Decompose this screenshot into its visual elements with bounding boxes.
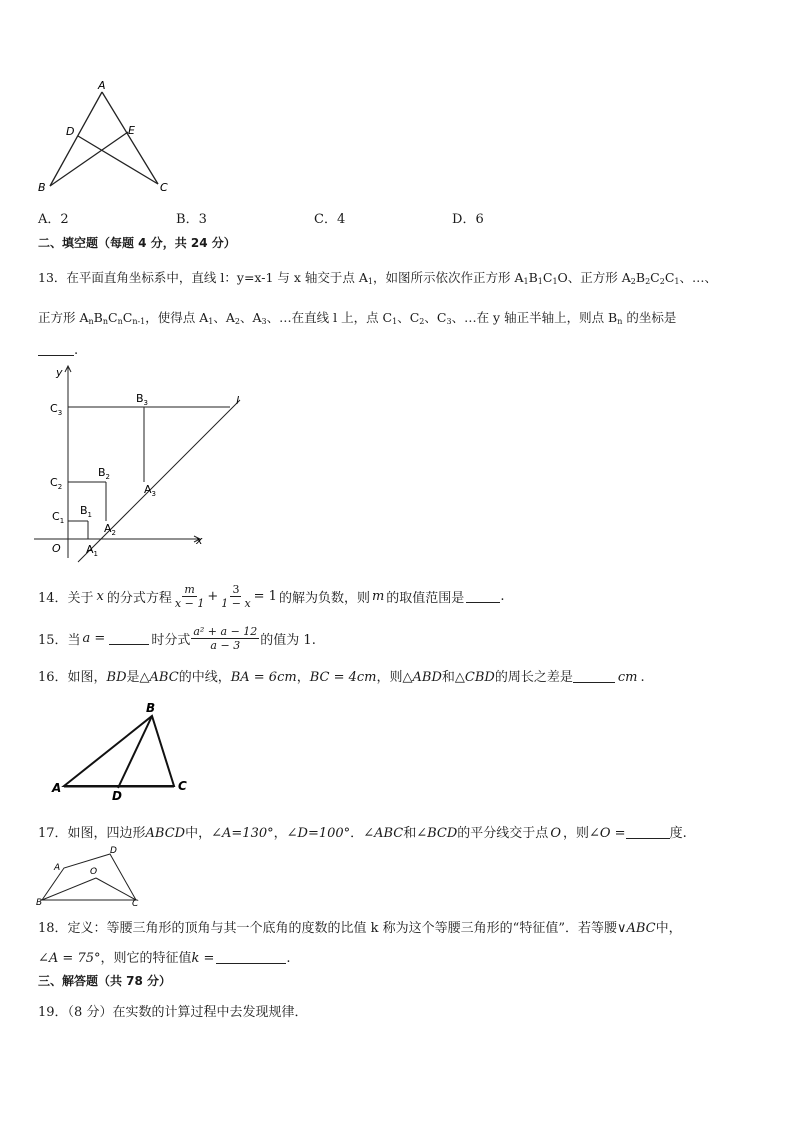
point-B2-label: $B_2$ [98, 466, 111, 481]
point-C1-label: $C_1$ [52, 510, 65, 525]
point-C2-label: $C_2$ [50, 476, 63, 491]
vertex-C-label: C [178, 779, 187, 793]
q13-line-1: 13．在平面直角坐标系中，直线 l：y=x-1 与 x 轴交于点 $A_1$，如图所示依次作正方形 $A_1B_1C_1O$、正方形 $A_2B_2C_2C_1$、…、 [38, 270, 718, 286]
figure-q16-triangle [50, 700, 200, 804]
point-A1-label: $A_1$ [86, 543, 98, 558]
vertex-A-label: A [54, 863, 61, 873]
q14-fraction-2: $\frac{3}{1 - x}$ [221, 582, 251, 610]
axis-x-label: x [196, 534, 203, 547]
q18-line-2: ∠A = 75°，则它的特征值k = . [38, 951, 291, 966]
vertex-A-label: A [98, 79, 106, 92]
vertex-D-label: D [110, 846, 117, 856]
option-b[interactable]: B．3 [176, 212, 207, 227]
vertex-D-label: D [66, 125, 75, 138]
point-O-label: O [90, 867, 98, 877]
option-d[interactable]: D．6 [452, 212, 484, 227]
figure-q17-quadrilateral [34, 842, 146, 908]
q13-line-2: 正方形 $A_nB_nC_nC_{n-1}$，使得点 $A_1$、$A_2$、$A_3$、…在直线 l 上，点 $C_1$、$C_2$、$C_3$、…在 y 轴正半轴上，则点 $B_n$ 的坐标是 [38, 310, 677, 326]
section-2-title: 二、填空题（每题 4 分，共 24 分） [38, 236, 236, 250]
q18-line-1: 18．定义：等腰三角形的顶角与其一个底角的度数的比值 k 称为这个等腰三角形的“特征值”．若等腰∨ABC中， [38, 921, 682, 936]
q14: 14．关于 x 的分式方程 $\frac{m}{x - 1}$ + $\frac{3}{1 - x}$ = 1 的解为负数，则 m 的取值范围是 . [38, 582, 505, 610]
q14-fraction-1: $\frac{m}{x - 1}$ [174, 582, 205, 610]
vertex-B-label: B [146, 701, 156, 715]
vertex-C-label: C [132, 899, 139, 908]
vertex-D-label: D [112, 789, 122, 803]
vertex-C-label: C [160, 181, 168, 194]
axis-y-label: y [56, 366, 63, 379]
q13-line-3: . [38, 343, 78, 358]
point-B3-label: $B_3$ [136, 392, 149, 407]
q19: 19．（8 分）在实数的计算过程中去发现规律． [38, 1005, 308, 1020]
vertex-E-label: E [128, 124, 135, 137]
q16: 16．如图，BD是△ABC的中线，BA = 6cm，BC = 4cm，则△ABD和△CBD的周长之差是 cm . [38, 670, 645, 685]
point-A3-label: $A_3$ [144, 483, 156, 498]
q15: 15．当 a = 时分式 $\frac{\text{a² + a − 12}}{a - 3}$ 的值为 1. [38, 624, 316, 652]
vertex-B-label: B [38, 181, 46, 194]
q14-answer-blank[interactable] [466, 590, 500, 603]
q17: 17．如图，四边形ABCD中，∠A=130°，∠D=100°．∠ABC和∠BCD的平分线交于点 O ，则∠O = 度. [38, 826, 687, 841]
line-l-label: l [236, 394, 240, 407]
figure-q12-triangles [34, 76, 184, 196]
q18-answer-blank[interactable] [216, 951, 286, 964]
q17-answer-blank[interactable] [626, 826, 670, 839]
point-B1-label: $B_1$ [80, 504, 93, 519]
origin-label: O [52, 542, 61, 555]
option-a[interactable]: A．2 [38, 212, 69, 227]
q13-answer-blank[interactable] [38, 343, 74, 356]
section-3-title: 三、解答题（共 78 分） [38, 974, 172, 988]
point-C3-label: $C_3$ [50, 402, 63, 417]
q15-fraction: $\frac{\text{a² + a − 12}}{a - 3}$ [193, 624, 258, 652]
option-c[interactable]: C．4 [314, 212, 346, 227]
vertex-B-label: B [36, 898, 43, 908]
q16-answer-blank[interactable] [573, 670, 615, 683]
point-A2-label: $A_2$ [104, 522, 116, 537]
q15-answer-blank[interactable] [109, 632, 149, 645]
figure-q13-squares [34, 362, 254, 580]
vertex-A-label: A [52, 781, 62, 795]
